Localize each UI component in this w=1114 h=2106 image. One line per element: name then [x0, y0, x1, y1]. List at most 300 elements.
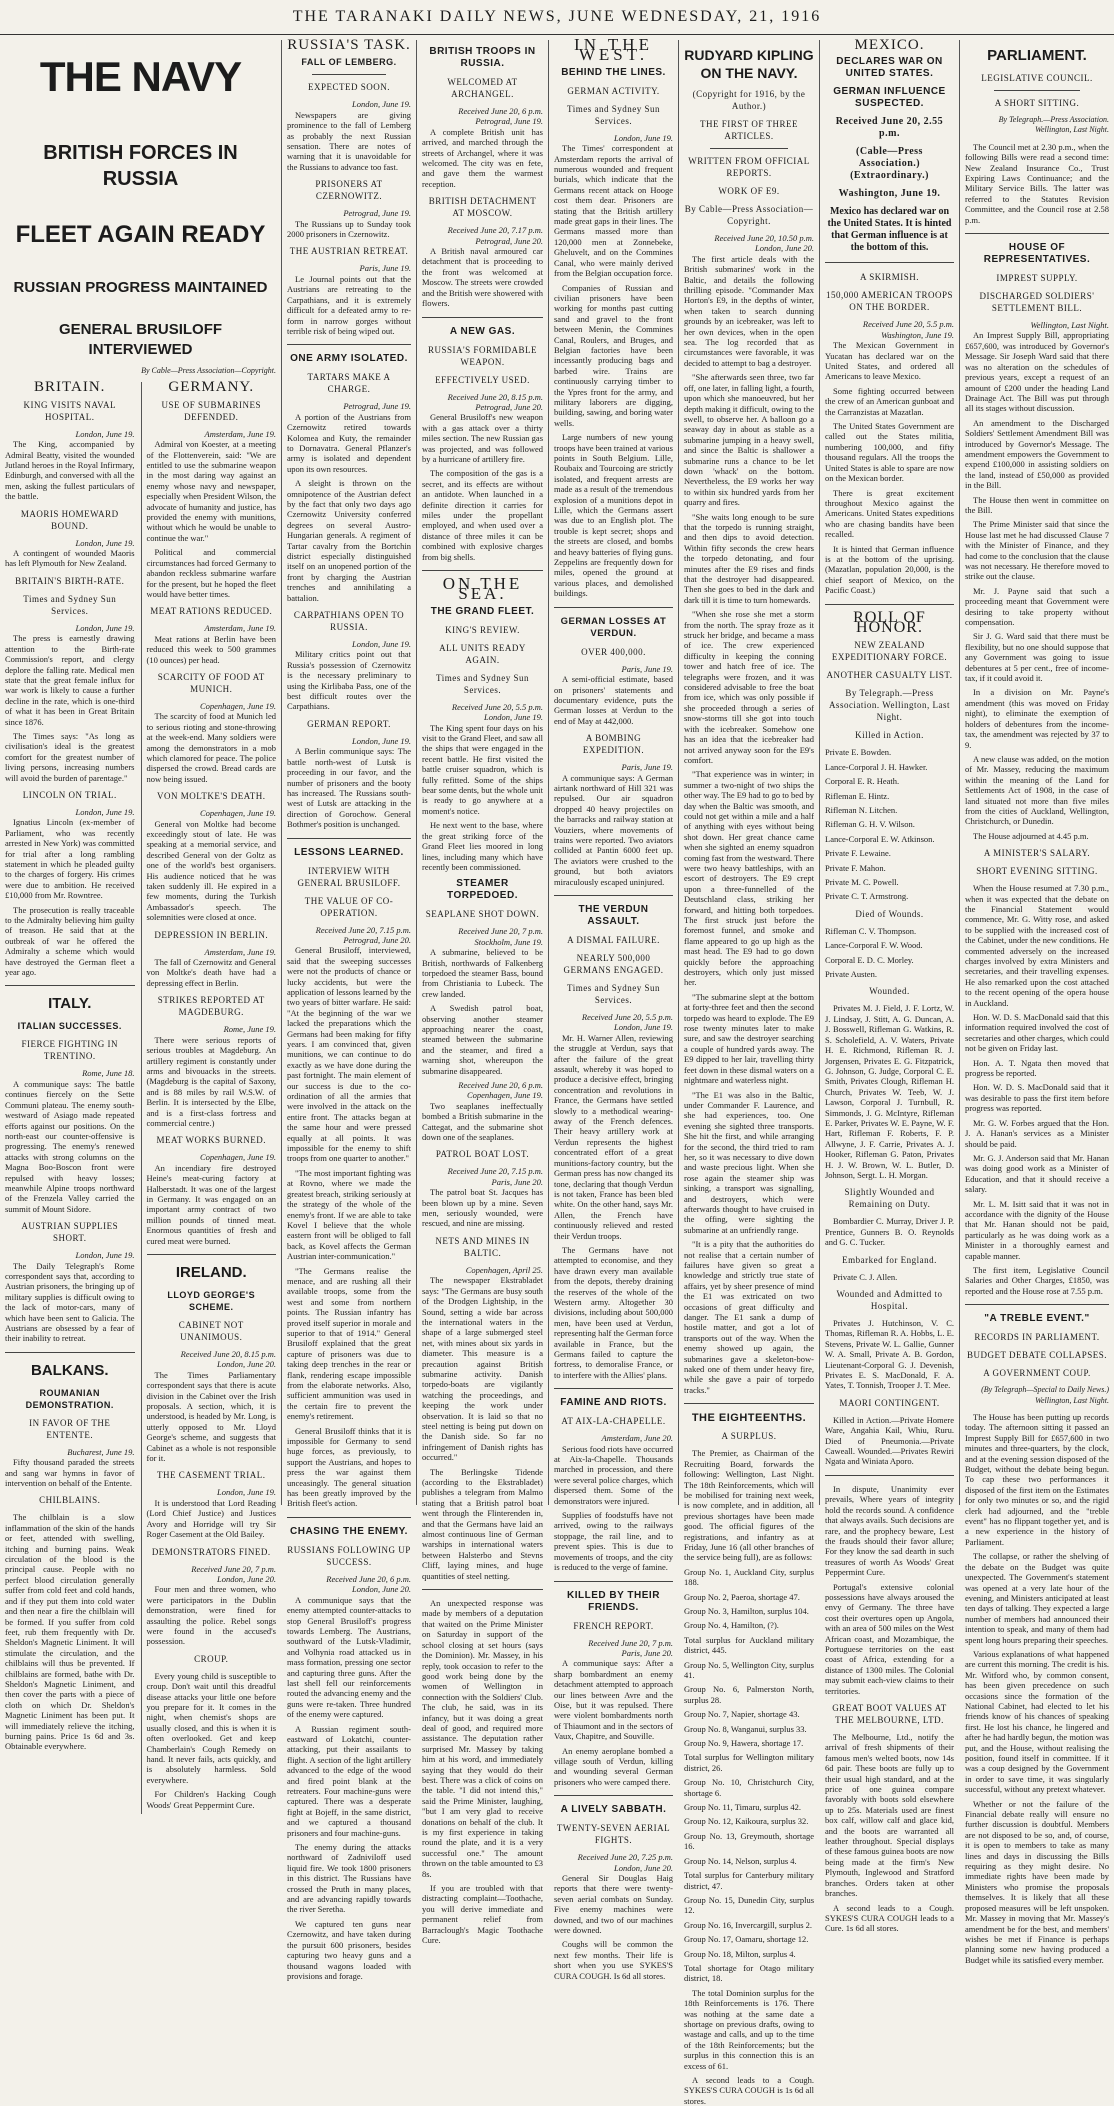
headline: THE VERDUN ASSAULT.: [578, 904, 649, 927]
divider: [147, 1254, 277, 1255]
list-item: Group No. 9, Hawera, shortage 17.: [684, 1738, 804, 1749]
list-item: Group No. 15, Dunedin City, surplus 12.: [684, 1894, 814, 1916]
article-text: The Mexican Government in Yucatan has declared war on the United States, and ordered all Americans to leave Mexico.: [825, 340, 954, 382]
headline: IMPREST SUPPLY.: [996, 273, 1078, 284]
headline: NETS AND MINES IN BALTIC.: [435, 1235, 530, 1258]
article-text: The prosecution is really traceable to the Admiralty believing him guilty of treason. He said that at the outbreak of war he offered the Admiralty a scheme which would have destroyed the German fleet a year ago.: [5, 904, 135, 978]
article-text: An amendment to the Discharged Soldiers' Settlement Amendment Bill was introduced by Governor's Message. The amendment empowers the Government to expend £100,000 in assisting soldiers on the land, instead of £50,000 as provided in the Bill.: [965, 417, 1109, 491]
column-lead-story: [0, 40, 282, 1810]
divider: [554, 1795, 673, 1796]
headline: BRITISH DETACHMENT AT MOSCOW.: [428, 196, 537, 219]
source-line: Times and Sydney Sun Services.: [436, 672, 529, 695]
source-line: (Cable—Press Association.) (Extraordinary.): [850, 146, 929, 182]
divider: [312, 74, 386, 75]
headline: SEAPLANE SHOT DOWN.: [425, 909, 540, 920]
killed-list: [825, 747, 954, 901]
article-text: General Brusiloff, interviewed, said that the sweeping successes were not the products of chance or lucky accidents, but were the application of lessons learned by the two years of bitter warfare. He said: "At the beginning of the war we lacked the preparations which the Germans had been making for fifty years. I am convinced that, given munitions, we can continue to do exactly as we have done during the past fortnight. The main element of our success is due to the co-ordination of all the armies that were involved in the attack on the entire front. The attacks began at the same hour and were pressed equally at all points. It was impossible for the enemy to shift troops from one quarter to another.": [287, 945, 411, 1164]
article-text: A Swedish patrol boat, observing another steamer approaching nearer the coast, steamed between the submarine and the steamer, and fired a warning shot, whereupon the submarine disappeared.: [422, 1003, 543, 1076]
headline: Wounded.: [869, 986, 910, 997]
headline: THE CASEMENT TRIAL.: [157, 1470, 266, 1481]
headline: CHILBLAINS.: [39, 1495, 101, 1506]
article-text: An incendiary fire destroyed Heine's meat-curing factory at Halberstadt. It was one of the largest in Germany. It was engaged on an important army contract of two million pounds of tinned meat. Enormous quantities of fresh and cured meat were burned.: [146, 1162, 276, 1246]
headline: NEARLY 500,000 GERMANS ENGAGED.: [563, 953, 664, 975]
advert-text: For Children's Hacking Cough Woods' Great Peppermint Cure.: [146, 1789, 276, 1810]
article-text: Companies of Russian and civilian prisoners have been working for months past cutting sand and gravel to the front between Menin, the Commines Canal, Roulers, and Bruges, and Belgian factories have been incessantly producing bags and barbed wire. Trains are continuously carrying timber to the Ypres front for the army, and military laborers are digging, building, sawing, and boring water wells.: [554, 282, 673, 428]
article-text: Serious food riots have occurred at Aix-la-Chapelle. Thousands marched in procession, and there were several police charges, which dispersed them. Some of the demonstrators were injured.: [554, 1443, 673, 1506]
list-item: Corporal E. D. C. Morley.: [825, 954, 914, 965]
headline: A BOMBING EXPEDITION.: [582, 733, 645, 756]
list-item: Group No. 4, Hamilton, (?).: [684, 1620, 779, 1631]
headline: KING'S REVIEW.: [445, 624, 520, 635]
list-item: Private E. Bowden.: [825, 747, 892, 758]
divider: [710, 148, 788, 149]
list-item: Rifleman E. Hintz.: [825, 790, 890, 801]
dateline: Received June 20, 5.5 p.m.: [862, 319, 954, 330]
column-kipling: [679, 40, 820, 2106]
masthead: THE TARANAKI DAILY NEWS, JUNE WEDNESDAY, 21, 1916: [0, 8, 1114, 35]
source-line: (By Telegraph—Special to Daily News.) Wellington, Last Night.: [981, 1385, 1109, 1405]
list-item: Lance-Corporal F. W. Wood.: [825, 940, 923, 951]
divider: [422, 570, 543, 571]
list-item: Group No. 14, Nelson, surplus 4.: [684, 1855, 797, 1866]
dateline: Paris, June 19.: [621, 762, 673, 773]
headline: A SURPLUS.: [721, 1431, 777, 1442]
list-item: Group No. 1, Auckland City, surplus 188.: [684, 1566, 814, 1588]
dateline: Amsterdam, June 19.: [204, 623, 276, 634]
article-text: "The E1 was also in the Baltic, under Commander F. Laurence, and she had experiences, too. One evening she sighted three transports. She hit the first, and while arranging for the second, the third tried to ram her, so it was necessary to dive down and waste precious light. When she rose again the steamer ship was sinking, a transport was signalling, and destroyers, which were afterwards thought to have cruised in the offing, were sighting the submarine at an unfriendly range.: [684, 1089, 814, 1235]
dateline: London, June 20.: [216, 1573, 276, 1584]
divider: [825, 262, 954, 263]
article-text: Meat rations at Berlin have been reduced this week to 500 grammes (10 ounces) per head.: [146, 633, 276, 665]
headline: 150,000 AMERICAN TROOPS ON THE BORDER.: [825, 290, 954, 313]
headline: A SKIRMISH.: [859, 272, 919, 283]
article-text: The Times says: "As long as civilisation's ideal is the greatest comfort for the greatest number of living persons, increasing numbers will avoid the burden of parentage.": [5, 730, 135, 783]
headline: NEW ZEALAND EXPEDITIONARY FORCE.: [831, 640, 948, 663]
source-line: Times and Sydney Sun Services.: [567, 103, 660, 126]
banner-fleet-ready: FLEET AGAIN READY: [15, 221, 266, 248]
dateline: London, June 19.: [75, 537, 135, 548]
dateline: Petrograd, June 20.: [343, 934, 411, 945]
headline: GERMAN ACTIVITY.: [567, 85, 660, 96]
divider: [825, 1475, 954, 1476]
column-parliament: [960, 40, 1114, 1965]
headline: A LIVELY SABBATH.: [560, 1804, 667, 1816]
divider: [994, 90, 1080, 91]
list-item: Total shortage for Otago military district, 18.: [684, 1962, 814, 1984]
divider: [825, 604, 954, 605]
dateline: Washington, June 19.: [881, 329, 954, 340]
dateline: Wellington, Last Night.: [1030, 320, 1109, 331]
dateline: Paris, June 20.: [491, 1176, 543, 1187]
dateline: Copenhagen, June 19.: [199, 808, 276, 819]
divider: [422, 317, 543, 318]
list-item: Group No. 17, Oamaru, shortage 12.: [684, 1934, 809, 1945]
column-in-the-west: [549, 35, 679, 1981]
dateline: Petrograd, June 19.: [343, 401, 411, 412]
list-item: Group No. 3, Hamilton, surplus 104.: [684, 1605, 809, 1616]
article-text: A sleight is thrown on the omnipotence of the Austrian defect by the fact that only two days ago Czernowitz University conferred degrees on several Austro-Hungarian generals. A regiment of Tartar cavalry from the Bortchin district especially distinguished itself on an unopened portion of the front by charging the Austrian trenches and annihilating a battalion.: [287, 478, 411, 603]
headline: Killed in Action.: [855, 730, 924, 741]
banner-russian-progress: RUSSIAN PROGRESS MAINTAINED: [13, 279, 268, 296]
article-text: Various explanations of what happened are current this morning. The credit is his. Mr. Witford who, by common consent, has been given precedence on such occasions since the formation of the National Cabinet, had elected to let his friends know of his chances of speaking first. He lost his chance, he lingered and after he had hardly begun, the motion was put, and the House, without realising the position, found itself in committee. If it was a coup designed by the Government in order to save time, it was singularly successful, without any pretext whatever.: [965, 1648, 1109, 1795]
dateline: Received June 20, 7 p.m.: [458, 926, 543, 937]
list-item: Rifleman N. Litchen.: [825, 805, 898, 815]
article-text: "She afterwards seen three, two far off, one later, in falling light, a fourth, upon which she manoeuvred, but her depth making it difficult, owing to the swell, to observe her. A balloon go a seaway day in about as stable as a submarine jumping in a heavy swell, and since the Baltic is shallower a submarine runs a chance to be let down 'whack' on the bottom. Nevertheless, the E9 works her way to within six hundred yards from her quarry and fires.: [684, 372, 814, 508]
source-line: By Telegraph.—Press Association. Wellington, Last Night.: [828, 688, 951, 723]
article-text: The Premier, as Chairman of the Recruiting Board, forwards the following: Wellington, Last Night. The 18th Reinforcements, which will be mobilised for training next week, is now complete, and in addition, all previous shortages have been made good. The official figures of the registrations, and infantry as at Friday, June 16 (all other branches of the service being full), are as follows:: [684, 1448, 814, 1563]
source-line: Times and Sydney Sun Services.: [567, 983, 660, 1005]
article-text: Mr. G. J. Anderson said that Mr. Hanan was doing good work as a Minister of Education, and that it should receive a salary.: [965, 1152, 1109, 1195]
article-text: The first item, Legislative Council Salaries and Other Charges, £1850, was reported and the House rose at 7.55 p.m.: [965, 1264, 1109, 1296]
headline: KILLED BY THEIR FRIENDS.: [567, 1589, 660, 1613]
headline: RUDYARD KIPLING ON THE NAVY.: [684, 47, 814, 81]
article-text: Fifty thousand paraded the streets and sang war hymns in favor of intervention on behalf of the Entente.: [5, 1457, 135, 1489]
article-text: A communique says that the enemy attempted counter-attacks to stop General Brusiloff's progress towards Lemberg. The Austrians, southward of the Lutsk-Vladimir, and Volhynia road attacked us in mass formation, pressing one sector and capturing three guns. After the last shell fell our reinforcements routed the advancing enemy and the guns were re-taken. Three hundred of the enemy were captured.: [287, 1594, 411, 1720]
dateline: Petrograd, June 20.: [475, 401, 543, 412]
article-text: Large numbers of new young troops have been trained at various points in South Belgium. Lille, Roubaix and Tourcoing are strictly isolated, and frequent arrests are made as a result of the tremendous explosion of a munitions depot in Lille, which the Germans assert was due to an English plot. The trouble is kept secret; shops and the streets are closed, and bombs and heavy batteries of flying guns. Zeppelins are frequently down for miles, opened the ground at various places, and demolished buildings.: [554, 432, 673, 599]
headline: RUSSIA'S FORMIDABLE WEAPON.: [428, 344, 537, 367]
headline: AT AIX-LA-CHAPELLE.: [561, 1416, 666, 1427]
headline: A DISMAL FAILURE.: [567, 935, 660, 945]
section-britain: BRITAIN.: [34, 379, 106, 396]
headline: GERMAN LOSSES AT VERDUN.: [560, 615, 667, 639]
headline: CARPATHIANS OPEN TO RUSSIA.: [293, 610, 405, 633]
article-text: An Imprest Supply Bill, appropriating £657,600, was introduced by Governor's Message. Sir Joseph Ward said that there was no alteration on the schedules of previous years, except a request of an amount of £200 under the heading Land Drainage Act. The Bill was put through all its stages without discussion.: [965, 330, 1109, 414]
list-item: Group No. 2, Paeroa, shortage 47.: [684, 1591, 800, 1602]
article-text: The Daily Telegraph's Rome correspondent says that, according to Austrian prisoners, the bringing up of military supplies is difficult owing to the lack of motor-cars, many of which have been sent to Galicia. The Austrians are obsessed by a fear of their inability to retreat.: [5, 1260, 135, 1344]
headline: MAORIS HOMEWARD BOUND.: [20, 508, 119, 531]
article-text: The Times' correspondent at Amsterdam reports the arrival of numerous wounded and frequent burials, which indicate that the Germans recent attack on Hooge cost them dear. Prisoners are stating that the British artillery made great gaps in their lines. The Germans massed more than 120,000 men at Zonnebeke, Gheluvelt, and on the Commines Canal, who were mainly derived from the Belgian occupation force.: [554, 143, 673, 279]
headline: FIERCE FIGHTING IN TRENTINO.: [21, 1039, 118, 1062]
dateline: Petrograd, June 19.: [475, 116, 543, 127]
dateline: London, June 19.: [351, 99, 411, 110]
headline: THE AUSTRIAN RETREAT.: [289, 246, 409, 257]
article-text: The House then went in committee on the Bill.: [965, 494, 1109, 515]
dateline: Received June 20, 6 p.m.: [458, 1080, 543, 1090]
headline: WELCOMED AT ARCHANGEL.: [447, 77, 518, 99]
headline: LEGISLATIVE COUNCIL.: [981, 73, 1093, 83]
article-text: The King, accompanied by Admiral Beatty, visited the wounded Jutland heroes in the Royal Infirmary, Edinburgh, and conversed with all the men, asking the fullest particulars of the battle.: [5, 439, 135, 502]
divider: [965, 1304, 1109, 1305]
divider: [554, 607, 673, 608]
article-text: Mexico has declared war on the United States. It is hinted that German influence is at the bottom of this.: [827, 206, 952, 254]
headline: CHASING THE ENEMY.: [290, 1525, 408, 1537]
headline: GREAT BOOT VALUES AT THE MELBOURNE, LTD.: [832, 1703, 947, 1725]
headline: CABINET NOT UNANIMOUS.: [178, 1320, 244, 1342]
dateline: Petrograd, June 19.: [343, 208, 411, 219]
headline: RECORDS IN PARLIAMENT.: [974, 1332, 1100, 1343]
dateline: Received June 20, 7.25 p.m.: [577, 1852, 673, 1863]
article-text: An enemy aeroplane bombed a village south of Verdun, killing and wounding several German prisoners who were camped there.: [554, 1745, 673, 1787]
headline: ROLL OF HONOR.: [853, 608, 926, 636]
list-item: Group No. 6, Palmerston North, surplus 28.: [684, 1684, 814, 1705]
headline: BUDGET DEBATE COLLAPSES.: [966, 1350, 1108, 1361]
headline: TWENTY-SEVEN AERIAL FIGHTS.: [556, 1823, 671, 1846]
article-text: A semi-official estimate, based on prisoners' statements and documentary evidence, puts the German losses at Verdun to the end of May at 442,000.: [554, 674, 673, 726]
article-text: Privates J. Hutchinson, V. C. Thomas, Rifleman R. A. Hobbs, L. E. Stevens, Private W. L. Gallie, Gunner W. A. Small, Private A. B. Gordon, Lieutenant-Corporal G. J. Devenish, Privates E. S. MacDonald, F. A. Yates, T. Tonnish, Trooper J. T. Mee.: [825, 1318, 954, 1391]
section-on-the-sea: ON THE SEA.: [442, 574, 523, 604]
list-item: Rifleman C. V. Thompson.: [825, 925, 917, 936]
list-item: Total surplus for Auckland military district, 445.: [684, 1634, 814, 1656]
dateline: London, June 20.: [613, 1862, 673, 1873]
headline: STRIKES REPORTED AT MAGDEBURG.: [157, 995, 265, 1018]
article-text: Privates M. J. Field, J. F. Lortz, W. J. Lindsay, J. Stitt, A. G. Duncan, A. J. Bosswell, Rifleman G. Watkins, R. S. Scholefield, A. V. Waters, Private H. E. Richmond, Rifleman R. J. Jorgensen, Privates E. G. Fitzpatrick, G. Johnson, G. Judge, Corporal C. E. Smith, Privates Clough, Rifleman H. Church, Privates W. Teeb, W. J. Lawson, Corporal J. Turnbull, R. Simmonds, J. G. McIntyre, Rifleman E. Parker, Privates W. E. Payne, W. F. Hart, Rifleman F. Roberts, F. P. Allwyne, J. F. Carrie, Privates A. J. Hooker, Rifleman G. Paton, Privates H. J. W. Brown, W. L. Butler, D. Johnson, Sergt. L. H. Morgan.: [825, 1003, 954, 1180]
article-text: The fall of Czernowitz and General von Moltke's death have had a depressing effect in Berlin.: [146, 957, 276, 988]
advert-text: In dispute, Unanimity ever prevails, Where years of integrity hold the records sound. A confidence that always avails. Such decisions are rare, and the prophecy beware, Lest the frauds should their favor allure; For they know the sad dearth in such treasures of worth As Woods' Great Peppermint Cure.: [825, 1483, 954, 1578]
article-text: The King spent four days on his visit to the Grand Fleet, and saw all the ships that were engaged in the recent battle. He first visited the battle cruiser squadron, which is fully refitted. Some of the ships bear some dents, but the whole unit is ready to go anywhere at a moment's notice.: [422, 722, 543, 816]
dateline: Amsterdam, June 20.: [601, 1433, 673, 1444]
source-line: By Telegraph.—Press Association. Wellington, Last Night.: [998, 115, 1109, 135]
section-ireland: IRELAND.: [175, 1264, 247, 1281]
advert-text: Coughs will be common the next few months. Their life is short when you use SYKES'S CURA COUGH. Is 6d all stores.: [554, 1939, 673, 1981]
dateline: Received June 20, 7 p.m.: [191, 1563, 276, 1574]
article-text: A new clause was added, on the motion of Mr. Massey, reducing the maximum within the meaning of the Land for Settlements Act of 1908, in the case of land situated not more than five miles from the cities of Auckland, Wellington, Christchurch, or Dunedin.: [965, 753, 1109, 827]
headline: Slightly Wounded and Remaining on Duty.: [844, 1187, 935, 1210]
article-text: "That experience was in winter; in summer a two-night of two ships the other way. The E9 had to go to bed by day when the Baltic was smooth, and could not get within a mile and a half of anything with eyes without being shot down. Her great chance came when she sighted an enemy squadron coming fast from the westward. There were two heavy battleships, with an escort of destroyers. The E9 crept upon a three-funnelled of the Deutschland class, striking her forward, and hitting both torpedoes. The first struck just before the foremost funnel, and smoke and flame appeared to go up high as the mast head. The E9 had to go down quickly before the approaching destroyers, which only just missed her.: [684, 769, 814, 988]
list-item: Group No. 8, Wanganui, surplus 33.: [684, 1723, 807, 1734]
article-text: A communique says: A German airtank northward of Hill 321 was repulsed. Our air squadron dropped 40 heavy projectiles on the barracks and railway station at Vouziers, where movements of trains were reported. Two aviators collided at Pantin 6000 feet up. The aviators were crushed to the ground, but both aviators miraculously escaped uninjured.: [554, 772, 673, 887]
list-item: Total surplus for Wellington military district, 26.: [684, 1752, 814, 1773]
column-russias-task: [282, 37, 417, 1981]
headline: KING VISITS NAVAL HOSPITAL.: [23, 399, 116, 422]
dateline: Copenhagen, June 19.: [199, 1152, 276, 1163]
list-item: Group No. 16, Invercargill, surplus 2.: [684, 1919, 813, 1930]
advert-text: Every young child is susceptible to croup. Don't wait until this dreadful disease attacks your little one before you prepare for it. It comes in the night, when chemist's shops are usually closed, and this is when it is often overlooked. Get and keep Chamberlain's Cough Remedy on hand. It never fails, acts quickly, and is absolutely harmless. Sold everywhere.: [146, 1670, 276, 1785]
list-item: Group No. 13, Greymouth, shortage 16.: [684, 1830, 814, 1852]
article-text: The Berlingske Tidende (according to the Ekstrabladet) publishes a telegram from Malmo stating that a British patrol boat went through the Flinterenden in, and that the Germans have laid an almost continuous line of German warships in international waters between Halsterbo and Stevns Cliff, laying mines, and huge quantities of steel netting.: [422, 1466, 543, 1581]
headline: Wounded and Admitted to Hospital.: [836, 1289, 943, 1311]
headline: RUSSIANS FOLLOWING UP SUCCESS.: [287, 1544, 411, 1567]
divider: [554, 1388, 673, 1389]
divider: [287, 838, 411, 839]
headline: DEPRESSION IN BERLIN.: [154, 929, 269, 940]
article-text: A Berlin communique says: The battle north-west of Lutsk is proceeding in our favor, and the number of prisoners and the booty has increased. The Russians south-west of Lutsk are attacking in the direction of Gorochow. General Bothmer's position is unchanged.: [287, 746, 411, 830]
dateline: Bucharest, June 19.: [67, 1446, 135, 1457]
list-item: Total surplus for Canterbury military district, 47.: [684, 1870, 814, 1891]
article-text: He next went to the base, where the great striking force of the Grand Fleet lies moored in long lines, including many which have recently been commissioned.: [422, 820, 543, 872]
advert-text: A second leads to a Cough. SYKES'S CURA COUGH is 1s 6d all stores.: [684, 2075, 814, 2106]
dateline: Copenhagen, April 25.: [465, 1264, 543, 1275]
headline: DECLARES WAR ON UNITED STATES.: [836, 56, 943, 80]
article-text: The Prime Minister said that since the House last met he had discussed Clause 7 with the Minister of Finance, and they had come to the conclusion that the clause was not necessary. He therefore moved to strike out the clause.: [965, 519, 1109, 582]
divider: [422, 1589, 543, 1590]
dateline: Received June 20, 7.15 p.m.: [315, 924, 411, 935]
article-text: The first article deals with the British submarines' work in the Baltic, and details the following thrilling episode. "Commander Max Horton's E9, in the depths of winter, when taken to search dunning grounds by an icebreaker, was left to her own devices, when in the open sea. The log recorded that as circumstances were favorable, it was decided to attempt to bag a destroyer.: [684, 253, 814, 368]
article-text: Political and commercial circumstances had forced Germany to abandon reckless submarine warfare for the present, but he hoped the fleet would have better times.: [146, 547, 276, 599]
article-text: Newspapers are giving prominence to the fall of Lemberg as probably the next Russian sensation. There are notes of warning that it is unavoidable for the Russians to advance too fast.: [287, 109, 411, 172]
dateline: Paris, June 19.: [621, 663, 673, 674]
dateline: London, June 20.: [754, 243, 814, 254]
dateline: Copenhagen, June 19.: [199, 700, 276, 711]
headline: MEAT RATIONS REDUCED.: [150, 606, 273, 617]
article-text: "When she rose she met a storm from the north. The spray froze as it struck her bridge, and became a mass of ice. The crew experienced difficulty in keeping the conning tower and hatch free of ice. The telegraphs were frozen, and it was considered advisable to free the boat from ice, which was only possible if she proceeded through a series of snow-storms till she got into touch with the icebreaker. Somehow one has an idea that the icebreaker had not arrived anyway soon for the E9's comfort.: [684, 609, 814, 765]
article-text: Mr. H. Warner Allen, reviewing the struggle at Verdun, says that after the failure of the great assault, whereby it was hoped to produce a decisive effect, bringing concentration and revolutions in France, the Germans have settled slowly to a methodical wearing-away of the French defences. Their heavy artillery work at Verdun represents the highest concentrated effort of a great munitions-factory country, but the German press has now changed its tone, declaring that though Verdun is not taken, France has been bled white. On the other hand, says Mr. Allen, the French have continuously relieved and rested their Verdun troops.: [554, 1032, 673, 1241]
headline: DISCHARGED SOLDIERS' SETTLEMENT BILL.: [979, 291, 1095, 314]
headline: BRITISH TROOPS IN RUSSIA.: [429, 46, 536, 69]
banner-the-navy: THE NAVY: [39, 53, 242, 100]
dateline: London, June 19.: [613, 1022, 673, 1033]
article-text: A complete British unit has arrived, and marched through the streets of Archangel, where it was welcomed. The city was en fete, and gave them the warmest reception.: [422, 126, 543, 189]
article-text: A communique says: After a sharp bombardment an enemy detachment attempted to approach our lines between Avre and the Oise, but it was repulsed. There were violent bombardments north of Thiaumont and in the sectors of Vaux, Chapitre, and Souville.: [554, 1658, 673, 1742]
headline: IN FAVOR OF THE ENTENTE.: [29, 1417, 111, 1440]
dateline: Amsterdam, June 19.: [204, 946, 276, 957]
source-line: By Cable—Press Association—Copyright.: [684, 204, 814, 226]
article-text: When the House resumed at 7.30 p.m., when it was expected that the debate on the Financial Statement would commence, Mr. G. Witty rose, and asked to be supplied with the increased cost of the Cabinet, under the new conditions. He commented adversely on the increased charges involved by extra Ministers and secretaries, and their travelling expenses. He also remarked upon the cost attached to the recent opening of the opera house in Auckland.: [965, 883, 1109, 1008]
list-item: Private F. Mahon.: [825, 862, 886, 873]
dateline: Stockholm, June 19.: [474, 936, 543, 947]
headline: FALL OF LEMBERG.: [301, 57, 397, 68]
list-item: Corporal E. R. Heath.: [825, 776, 900, 787]
article-text: "The submarine slept at the bottom at forty-three feet and then the second torpedo was heard to explode. The E9 rose twenty minutes later to make sure, and saw the destroyer searching a couple of hundred yards away. The E9 dipped to her lair, travelling thirty feet down in these dismal waters on a nightmare and waterless night.: [684, 991, 814, 1086]
headline: THE EIGHTEENTHS.: [691, 1412, 807, 1425]
divider: [5, 985, 135, 986]
headline: STEAMER TORPEDOED.: [447, 878, 518, 902]
headline: LESSONS LEARNED.: [294, 846, 404, 858]
article-text: Whether or not the failure of the Financial debate really will ensure no further discussion is doubtful. Members are not disposed to be so, and, of course, it is open to members to take as many lines and days in discussing the Bills requiring as they might desire. No immediate rights have been made by Ministers who promise the proposals themselves. It is likely that all these proposed measures will be left unspoken. Mr. Massey in moving that Mr. Massey's amendment be for the best, and members' wishes be met if Finance is perhaps planning some new having produced a Budget while its satisfied every member.: [965, 1798, 1109, 1965]
headline: Died of Wounds.: [855, 908, 924, 919]
headline: ONE ARMY ISOLATED.: [290, 353, 408, 365]
column-british-troops: [417, 40, 549, 1946]
article-text: The Times Parliamentary correspondent says that there is acute division in the Cabinet over the Irish proposals. A section, which, it is understood, is headed by Mr. Long, is utterly opposed to Mr. Lloyd George's scheme, and suggests that Cabinet as a whole is not responsible for it.: [146, 1369, 276, 1464]
dateline: Received June 20, 6 p.m.: [326, 1573, 411, 1584]
article-text: A Russian regiment south-eastward of Lokatchi, counter-attacking, put their assailants to flight. A section of the light artillery advanced to the edge of the wood and fired point blank at the retreaters. Four machine-guns were captured. There was a desperate fight at Bojeff, in the same district, and we captured a thousand prisoners and four machine-guns.: [287, 1723, 411, 1838]
byline: By Cable—Press Association—Copyright.: [141, 366, 276, 375]
headline: GERMAN REPORT.: [307, 718, 391, 729]
list-item: Private F. Lewaine.: [825, 848, 891, 859]
list-item: Private C. T. Armstrong.: [825, 891, 909, 902]
banner-british-forces: BRITISH FORCES IN RUSSIA: [43, 142, 238, 190]
headline: INTERVIEW WITH GENERAL BRUSILOFF.: [297, 865, 401, 888]
headline: CROUP.: [194, 1653, 229, 1664]
headline: EXPECTED SOON.: [307, 82, 390, 93]
headline: ROUMANIAN DEMONSTRATION.: [25, 1387, 114, 1410]
headline: FRENCH REPORT.: [573, 1620, 654, 1631]
divider: [554, 1581, 673, 1582]
headline: A MINISTER'S SALARY.: [983, 848, 1091, 859]
advert-text: The Melbourne, Ltd., notify the arrival of fresh shipments of their famous men's welted boots, now 14s 6d pair. These boots are fully up to their usual high standard, and at the price of one guinea compare favorably with boots sold elsewhere up to 25s. Materials used are finest box calf, willow calf and glace kid, and the boots are warranted all leather throughout. Special displays of these famous guinea boots are now being made at the firm's New Plymouth, Inglewood and Stratford branches. Orders taken at other branches.: [825, 1732, 954, 1899]
headline: DEMONSTRATORS FINED.: [151, 1546, 271, 1557]
headline: SHORT EVENING SITTING.: [976, 866, 1098, 877]
headline: HOUSE OF REPRESENTATIVES.: [983, 242, 1091, 266]
dateline: Received June 20, 6 p.m.: [458, 106, 543, 116]
dateline: Amsterdam, June 19.: [204, 428, 276, 439]
article-text: An unexpected response was made by members of a deputation that waited on the Prime Minister on Saturday in support of the school closing at set hours (says the Dominion). Mr. Massey, in his reply, took occasion to refer to the good work being done by the women of Wellington in connection with the Soldiers' Club. The club, he said, was in its infancy, but it was doing a great deal of good, and required more assistance. The deputation rather surprised Mr. Massey by taking him at his word, and immediately saying that they would do their best. There was a click of coins on the table. "I did not intend this," said the Prime Minister, laughing, "but I am very glad to receive donations on behalf of the club. It is my first experience in taking round the plate, and it is a very successful one." The amount thrown on the table amounted to £3 8s.: [422, 1598, 543, 1879]
divider: [5, 1352, 135, 1353]
headline: SCARCITY OF FOOD AT MUNICH.: [157, 671, 265, 694]
article-text: Private C. J. Allen.: [833, 1271, 898, 1282]
headline: A SHORT SITTING.: [994, 98, 1080, 108]
article-text: A British naval armoured car detachment that is proceeding to the front was welcomed at Moscow. The streets were crowded and the British were showered with flowers.: [422, 246, 543, 309]
headline: FAMINE AND RIOTS.: [560, 1397, 667, 1409]
article-text: General Brusiloff thinks that it is impossible for Germany to send huge forces, as previously, to support the Austrians, and hopes to press the war against them unceasingly. The general situation has been greatly improved by the British fleet's action.: [287, 1425, 411, 1509]
headline: GERMAN INFLUENCE SUSPECTED.: [833, 86, 946, 110]
divider: [684, 1403, 814, 1404]
dateline: Received June 20, 8.15 p.m.: [447, 391, 543, 402]
article-text: A portion of the Austrians from Czernowitz retired towards Kolomea and Kuty, the remainder to Dornavatra. General Pflanzer's army is isolated and dependent upon its own resources.: [287, 411, 411, 474]
dateline: Received June 20, 5.5 p.m.: [451, 701, 543, 712]
article-text: "The most important fighting was at Rovno, where we made the greatest breach, striking seriously at the strategy of the whole of the enemy's front. If we are able to take Kovel I believe that the whole eastern front will be obliged to fall back, as Kovel affects the German Austrian inter-communication.": [287, 1167, 411, 1262]
headline: A NEW GAS.: [449, 325, 516, 337]
list-item: Group No. 7, Napier, shortage 43.: [684, 1709, 800, 1720]
section-italy: ITALY.: [48, 995, 92, 1013]
headline: THE VALUE OF CO-OPERATION.: [304, 895, 394, 918]
article-text: The Russians up to Sunday took 2000 prisoners in Czernowitz.: [287, 218, 411, 240]
dateline: London, June 19.: [351, 639, 411, 650]
copyright-line: (Copyright for 1916, by the Author.): [692, 89, 806, 111]
article-text: Mr. G. W. Forbes argued that the Hon. J. A. Hanan's services as a Minister should be paid.: [965, 1117, 1109, 1149]
dateline: Received June 20, 7.17 p.m.: [447, 225, 543, 236]
headline: PARLIAMENT.: [987, 47, 1087, 64]
advert-text: A second leads to a Cough. SYKES'S CURA COUGH leads to a Cure. 1s 6d all stores.: [825, 1902, 954, 1934]
divider: [287, 344, 411, 345]
article-text: The total Dominion surplus for the 18th Reinforcements is 176. There was nothing at the same date a shortage on previous drafts, owing to wastage and calls, and up to the time of the 18th Reinforcements; but the surplus in this connection this is an excess of 61.: [684, 1987, 814, 2071]
headline: IN THE WEST.: [574, 35, 653, 65]
died-list: [825, 926, 954, 980]
dateline: Received June 20, 2.55 p.m.: [835, 116, 944, 140]
article-text: The House adjourned at 4.45 p.m.: [973, 830, 1089, 841]
dateline: Rome, June 19.: [223, 1024, 276, 1035]
article-text: We captured ten guns near Czernowitz, and have taken during the pursuit 600 prisoners, besides capturing two heavy guns and a thousand wagons loaded with provisions and forage.: [287, 1918, 411, 1981]
headline: MEXICO.: [854, 37, 925, 53]
headline: WRITTEN FROM OFFICIAL REPORTS.: [688, 156, 810, 178]
dateline: Received June 20, 10.50 p.m.: [714, 233, 814, 243]
article-text: The patrol boat St. Jacques has been blown up by a mine. Seven men, seriously wounded, were rescued, and nine are missing.: [422, 1187, 543, 1229]
headline: A GOVERNMENT COUP.: [983, 1368, 1091, 1379]
list-item: Lance-Corporal J. H. Hawker.: [825, 761, 928, 772]
article-text: Mr. L. M. Isitt said that it was not in accordance with the dignity of the House that Mr. Hanan should not be paid, particularly as he was doing work as a Minister in a thoroughly earnest and capable manner.: [965, 1198, 1109, 1261]
dateline: Copenhagen, June 19.: [466, 1090, 543, 1101]
article-text: Two seaplanes ineffectually bombed a British submarine in the Cattegat, and the submarine shot down one of the seaplanes.: [422, 1100, 543, 1143]
article-text: There is great excitement throughout Mexico against the Americans. United States expeditions who are chasing bandits have been recalled.: [825, 487, 954, 540]
headline: ANOTHER CASUALTY LIST.: [826, 670, 953, 681]
dateline: Received June 20, 8.15 p.m.: [180, 1349, 276, 1359]
headline: ALL UNITS READY AGAIN.: [439, 642, 526, 665]
section-germany: GERMANY.: [168, 379, 255, 396]
article-text: The scarcity of food at Munich led to serious rioting and stone-throwing at the week-end. Many soldiers were among the demonstrators in a mob which clamored for peace. The police dispersed the crowd. Bread cards are now being issued.: [146, 711, 276, 784]
headline: THE FIRST OF THREE ARTICLES.: [700, 119, 798, 141]
list-item: Group No. 11, Timaru, surplus 42.: [684, 1802, 802, 1813]
article-text: Bombardier C. Murray, Driver J. P. Prentice, Gunners B. O. Reynolds and G. C. Tucker.: [825, 1216, 954, 1248]
dateline: London, June 19.: [75, 806, 135, 817]
list-item: Private Austen.: [825, 969, 877, 980]
headline: OVER 400,000.: [581, 646, 646, 657]
banner-brusiloff: GENERAL BRUSILOFF INTERVIEWED: [58, 321, 223, 358]
dateline: London, June 19.: [613, 132, 673, 143]
subcolumn-germany: [141, 379, 277, 1814]
article-text: Some fighting occurred between the crew of an American gunboat and the Carranzistas at Mazatlan.: [825, 385, 954, 417]
article-text: The newspaper Ekstrabladet says: "The Germans are busy south of the Drodgen Lightship, in the Sound, setting a wide bar across the international waters in the shape of a large submerged steel net, with mines about six yards in diameter. This measure is a precaution against British submarine activity. Danish torpedo-boats are vigilantly watching the proceedings, and keeping the work under observation. It is laid so that no steel netting is being put down on the Danish side. So far no infringement of Danish rights has occurred.": [422, 1275, 543, 1463]
headline: LINCOLN ON TRIAL.: [22, 789, 117, 800]
list-item: Group No. 10, Christchurch City, shortage 6.: [684, 1777, 814, 1798]
list-item: Private M. C. Powell.: [825, 877, 899, 888]
dateline: London, June 19.: [351, 735, 411, 746]
section-balkans: BALKANS.: [31, 1361, 109, 1379]
dateline: Received June 20, 5.5 p.m.: [581, 1012, 673, 1022]
dateline: London, June 20.: [216, 1359, 276, 1370]
dateline: London, June 19.: [75, 428, 135, 439]
article-text: It is understood that Lord Reading (Lord Chief Justice) and Justices Avory and Horridge will try Sir Roger Casement at the Old Bailey.: [146, 1497, 276, 1540]
list-item: Group No. 12, Kaikoura, surplus 32.: [684, 1816, 809, 1827]
dateline: London, June 19.: [216, 1487, 276, 1498]
article-text: Mr. J. Payne said that such a proceeding meant that Government were desiring to take property without compensation.: [965, 585, 1109, 628]
article-text: There were serious reports of serious troubles at Magdeburg. An artillery regiment is constantly under arms and bivouacks in the streets. (Magdeburg is the capital of Saxony, and is 88 miles by rail W.S.W. of Berlin. It is intersected by the Elbe, and is a first-class fortress and commercial centre.): [146, 1034, 276, 1128]
dateline: Washington, June 19.: [838, 188, 941, 200]
divider: [554, 895, 673, 896]
headline: ITALIAN SUCCESSES.: [17, 1021, 122, 1032]
headline: BRITAIN'S BIRTH-RATE.: [15, 575, 125, 586]
dateline: Paris, June 20.: [621, 1647, 673, 1658]
dateline: London, June 20.: [351, 1584, 411, 1595]
